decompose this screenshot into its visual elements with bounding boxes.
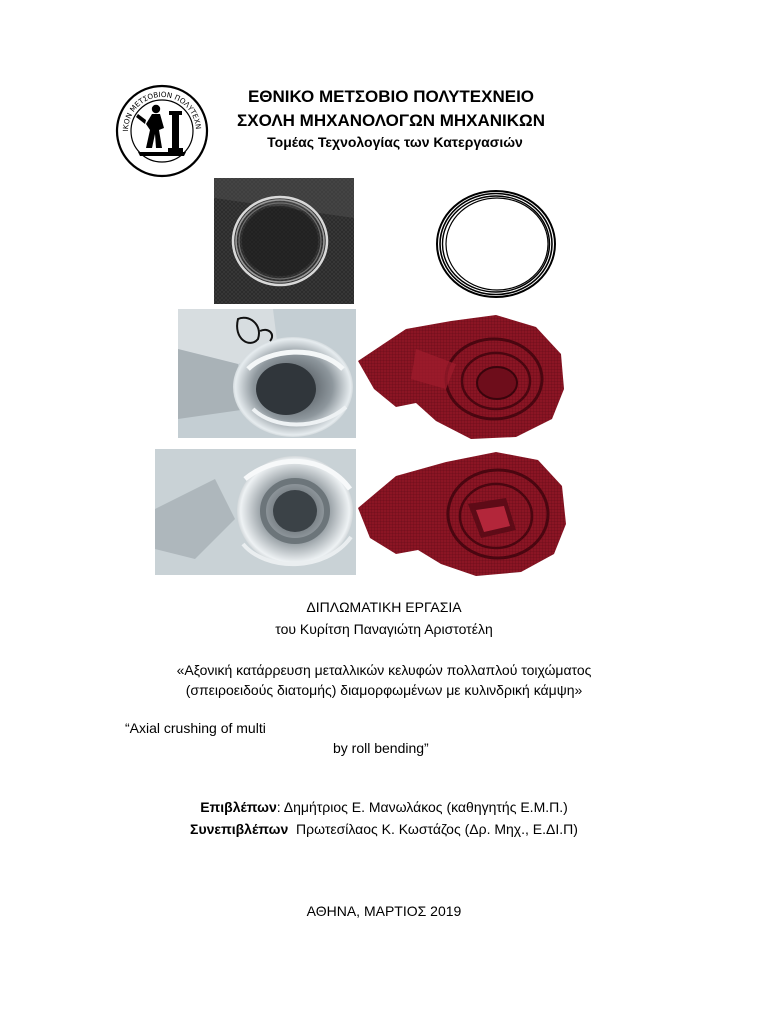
supervisor-line <box>0 798 768 816</box>
sector-name: Τομέας Τεχνολογίας των Κατεργασιών <box>267 134 523 150</box>
university-name: ΕΘΝΙΚΟ ΜΕΤΣΟΒΙΟ ΠΟΛΥΤΕΧΝΕΙΟ <box>247 87 535 106</box>
spiral-tube-photo <box>214 178 354 304</box>
title-greek-line-1: «Αξονική κατάρρευση μεταλλικών κελυφών πολλαπλού τοιχώματος <box>176 662 592 678</box>
thesis-type: ΔΙΠΛΩΜΑΤΙΚΗ ΕΡΓΑΣΙΑ <box>306 599 462 615</box>
seal-text: ΙΚΟΝ ΜΕΤΣΟΒΙΟΝ ΠΟΛΥΤΕΧΝ <box>120 89 204 132</box>
author-line: του Κυρίτση Παναγιώτη Αριστοτέλη <box>275 621 493 637</box>
supervisor-name: : Δημήτριος Ε. Μανωλάκος (καθηγητής Ε.Μ.Π.) <box>276 799 568 815</box>
cosupervisor-name: Πρωτεσίλαος Κ. Κωστάζος (Δρ. Μηχ., Ε.ΔΙ.Π) <box>288 821 578 837</box>
supervisor-label: Επιβλέπων <box>200 799 277 815</box>
cosupervisor-line <box>0 820 768 838</box>
crushed-tube-photo-2 <box>155 449 356 575</box>
title-english-line-2: by roll bending” <box>333 740 429 756</box>
university-seal-logo <box>112 84 212 178</box>
cosupervisor-label: Συνεπιβλέπων <box>190 821 289 837</box>
spiral-cross-section-simulation <box>430 186 566 302</box>
place-and-date: ΑΘΗΝΑ, ΜΑΡΤΙΟΣ 2019 <box>306 903 462 919</box>
crushed-tube-photo-1 <box>178 309 356 438</box>
title-greek-line-2: (σπειροειδούς διατομής) διαμορφωμένων με κυλινδρική κάμψη» <box>185 682 583 698</box>
crushed-tube-simulation-2 <box>356 446 570 578</box>
crushed-tube-simulation-1 <box>356 309 570 441</box>
title-english-line-1: “Axial crushing of multi <box>125 720 266 736</box>
school-name: ΣΧΟΛΗ ΜΗΧΑΝΟΛΟΓΩΝ ΜΗΧΑΝΙΚΩΝ <box>237 111 545 130</box>
